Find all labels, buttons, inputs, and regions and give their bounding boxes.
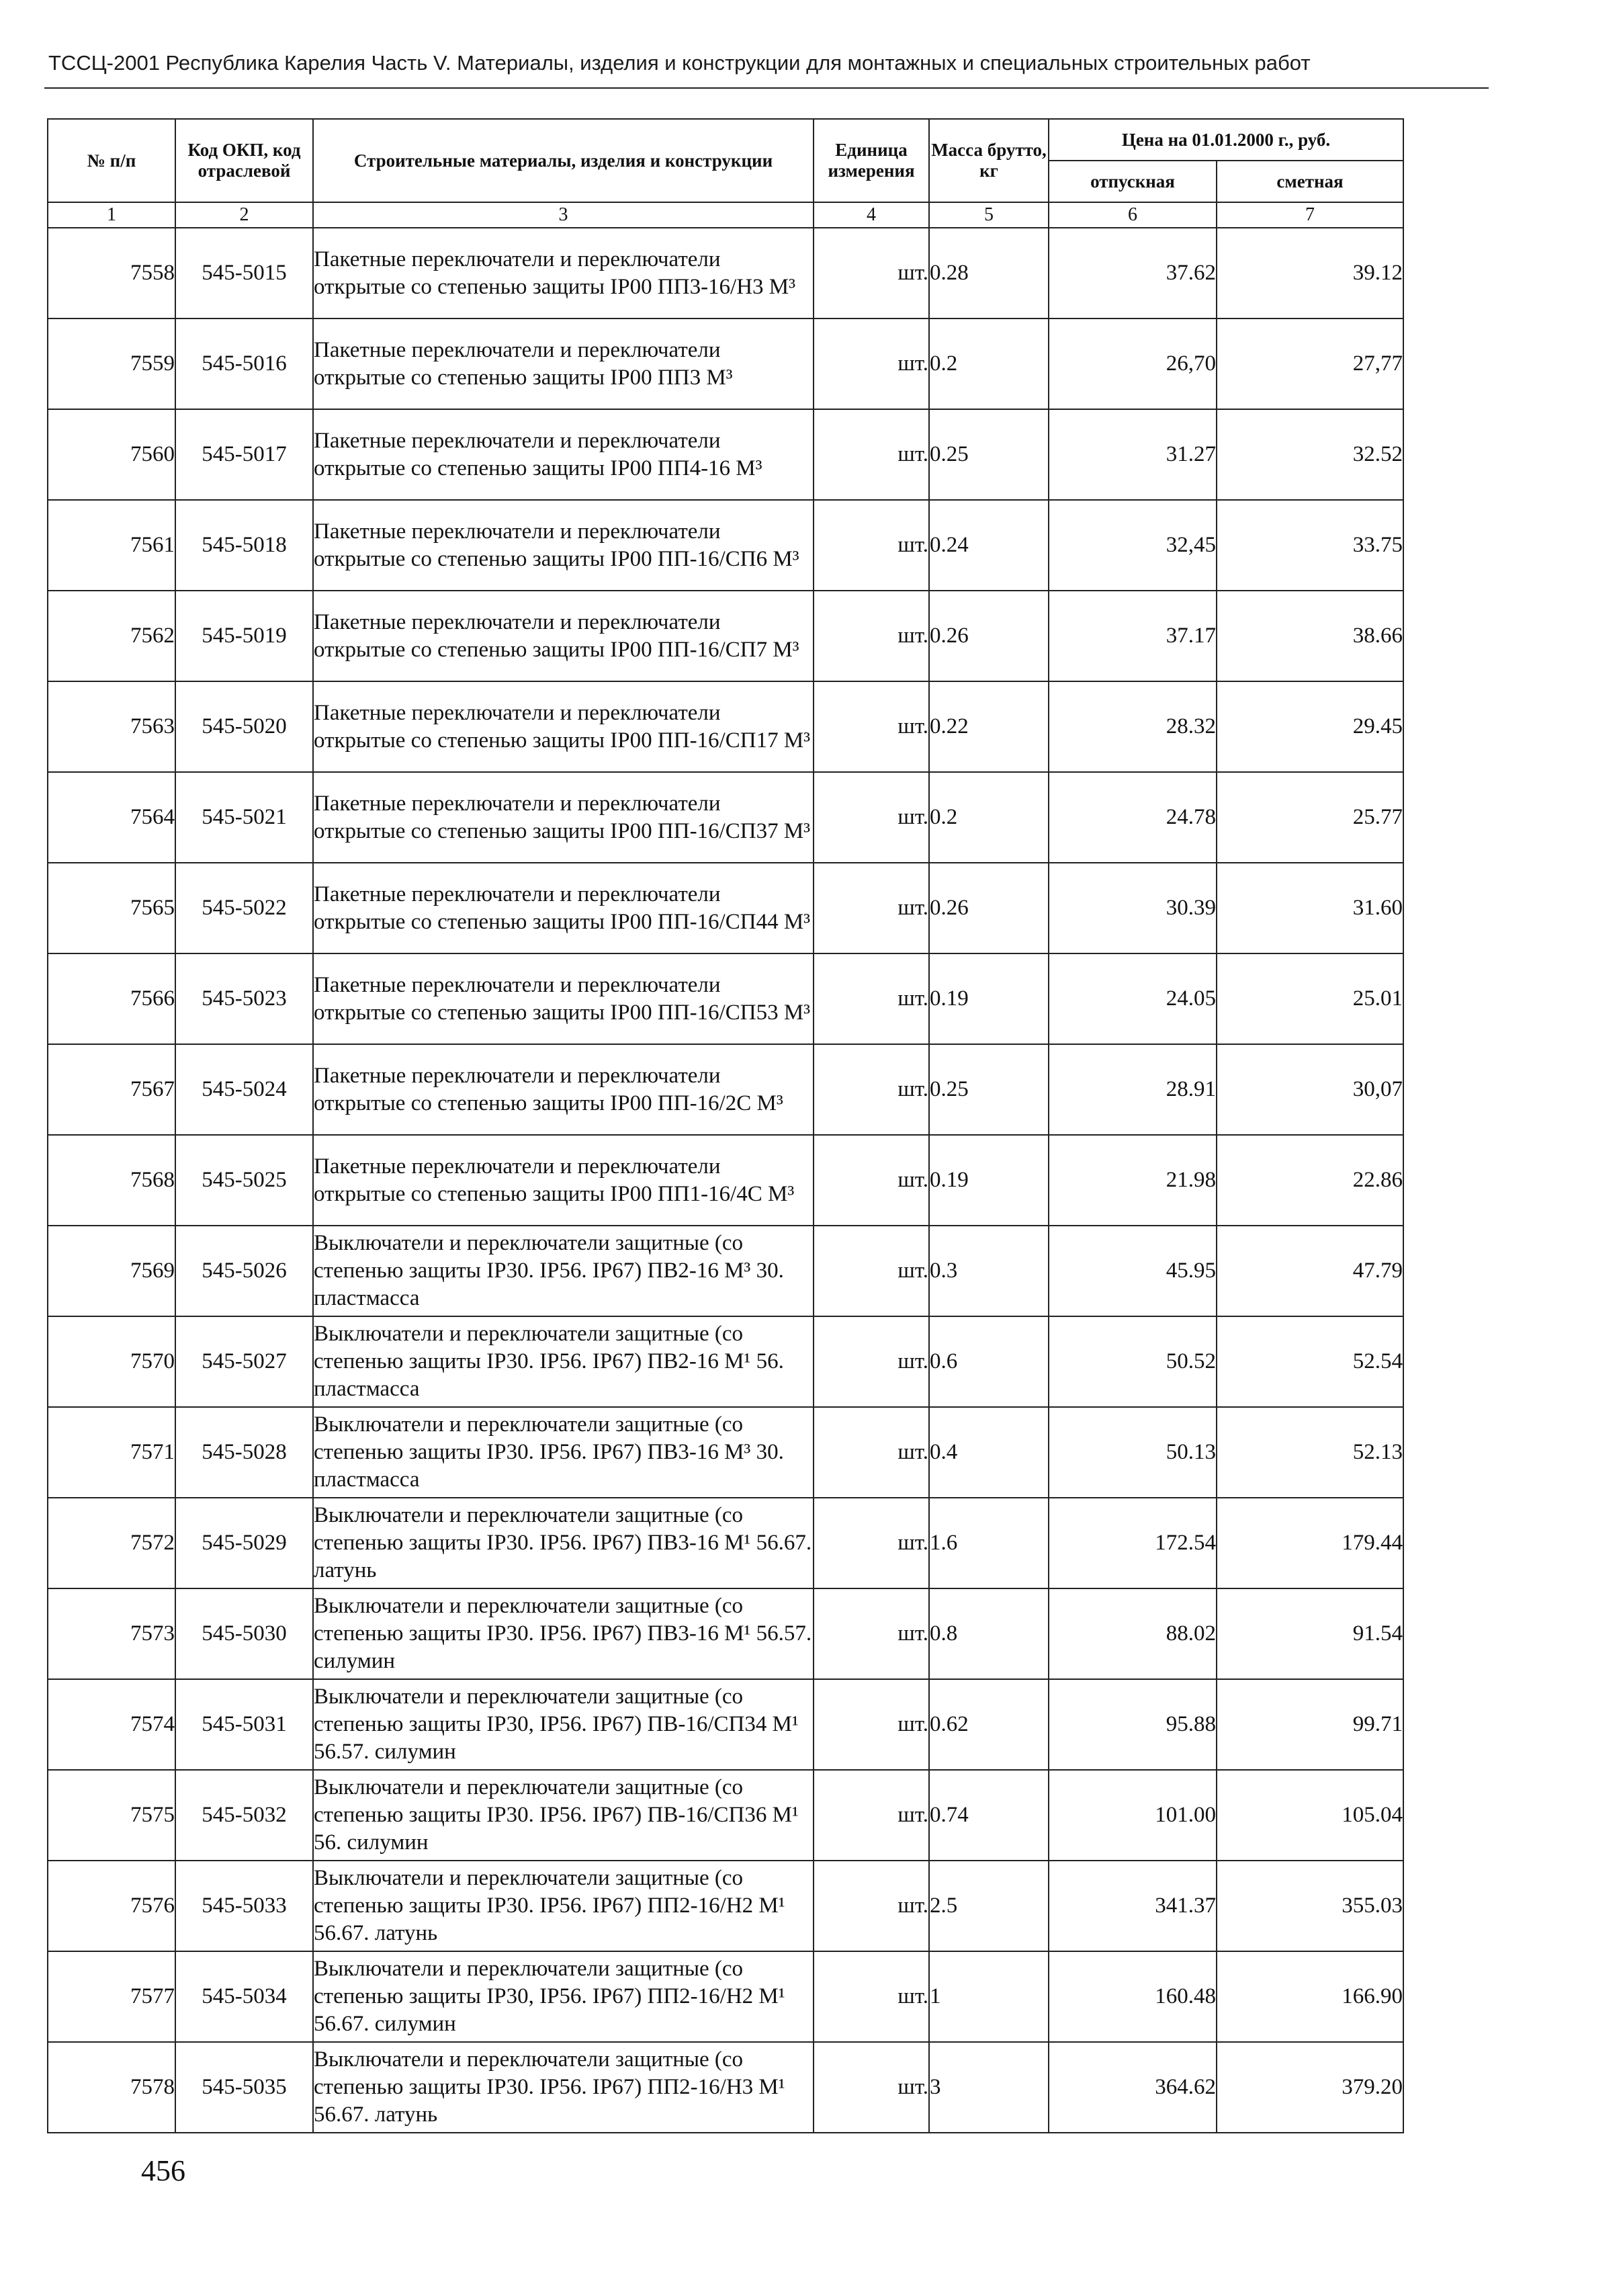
okp-code: 545-5030	[175, 1588, 313, 1679]
unit-of-measure: шт.	[814, 953, 929, 1044]
material-description: Пакетные переключатели и переключатели открытые со степенью защиты IP00 ПП4-16 М³	[313, 409, 814, 500]
column-number: 1	[48, 202, 175, 228]
estimate-price: 22.86	[1217, 1135, 1403, 1226]
column-number: 3	[313, 202, 814, 228]
gross-mass: 0.26	[929, 591, 1049, 681]
gross-mass: 0.4	[929, 1407, 1049, 1498]
gross-mass: 0.2	[929, 772, 1049, 863]
okp-code: 545-5024	[175, 1044, 313, 1135]
gross-mass: 0.8	[929, 1588, 1049, 1679]
table-row	[48, 1226, 1403, 1316]
okp-code: 545-5022	[175, 863, 313, 953]
okp-code: 545-5023	[175, 953, 313, 1044]
estimate-price: 38.66	[1217, 591, 1403, 681]
unit-of-measure: шт.	[814, 1135, 929, 1226]
material-description: Выключатели и переключатели защитные (со степенью защиты IP30. IP56. IP67) ПВ-16/СП36 М¹ 56. силумин	[313, 1770, 814, 1861]
gross-mass: 0.24	[929, 500, 1049, 591]
material-description: Выключатели и переключатели защитные (со степенью защиты IP30. IP56. IP67) ПВ2-16 М¹ 56. пластмасса	[313, 1316, 814, 1407]
estimate-price: 39.12	[1217, 228, 1403, 318]
release-price: 364.62	[1049, 2042, 1217, 2133]
unit-of-measure: шт.	[814, 1588, 929, 1679]
column-number: 4	[814, 202, 929, 228]
release-price: 37.17	[1049, 591, 1217, 681]
table-row	[48, 863, 1403, 953]
row-number: 7567	[48, 1044, 175, 1135]
unit-of-measure: шт.	[814, 1951, 929, 2042]
table-body	[48, 228, 1403, 2133]
table-row	[48, 591, 1403, 681]
row-number: 7562	[48, 591, 175, 681]
header-price-estimate: сметная	[1217, 161, 1403, 202]
row-number: 7560	[48, 409, 175, 500]
table-row	[48, 500, 1403, 591]
gross-mass: 1	[929, 1951, 1049, 2042]
release-price: 101.00	[1049, 1770, 1217, 1861]
estimate-price: 179.44	[1217, 1498, 1403, 1588]
release-price: 28.32	[1049, 681, 1217, 772]
material-description: Пакетные переключатели и переключатели открытые со степенью защиты IP00 ПП3-16/Н3 М³	[313, 228, 814, 318]
material-description: Выключатели и переключатели защитные (со степенью защиты IP30. IP56. IP67) ПВ3-16 М³ 30. пластмасса	[313, 1407, 814, 1498]
unit-of-measure: шт.	[814, 1498, 929, 1588]
material-description: Выключатели и переключатели защитные (со степенью защиты IP30. IP56. IP67) ПВ2-16 М³ 30. пластмасса	[313, 1226, 814, 1316]
okp-code: 545-5025	[175, 1135, 313, 1226]
okp-code: 545-5018	[175, 500, 313, 591]
estimate-price: 166.90	[1217, 1951, 1403, 2042]
gross-mass: 0.19	[929, 953, 1049, 1044]
row-number: 7574	[48, 1679, 175, 1770]
material-description: Выключатели и переключатели защитные (со степенью защиты IP30, IP56. IP67) ПП2-16/Н2 М¹ 56.67. силумин	[313, 1951, 814, 2042]
estimate-price: 379.20	[1217, 2042, 1403, 2133]
gross-mass: 0.6	[929, 1316, 1049, 1407]
unit-of-measure: шт.	[814, 863, 929, 953]
table-row	[48, 228, 1403, 318]
table-row	[48, 1135, 1403, 1226]
estimate-price: 105.04	[1217, 1770, 1403, 1861]
table-row	[48, 953, 1403, 1044]
gross-mass: 0.28	[929, 228, 1049, 318]
header-num: № п/п	[48, 119, 175, 202]
unit-of-measure: шт.	[814, 1679, 929, 1770]
unit-of-measure: шт.	[814, 681, 929, 772]
estimate-price: 47.79	[1217, 1226, 1403, 1316]
table-row	[48, 1679, 1403, 1770]
release-price: 21.98	[1049, 1135, 1217, 1226]
row-number: 7577	[48, 1951, 175, 2042]
release-price: 31.27	[1049, 409, 1217, 500]
table-row	[48, 772, 1403, 863]
estimate-price: 27,77	[1217, 318, 1403, 409]
estimate-price: 52.13	[1217, 1407, 1403, 1498]
okp-code: 545-5032	[175, 1770, 313, 1861]
material-description: Пакетные переключатели и переключатели открытые со степенью защиты IP00 ПП-16/СП6 М³	[313, 500, 814, 591]
header-mass: Масса брутто, кг	[929, 119, 1049, 202]
table-row	[48, 1498, 1403, 1588]
header-description: Строительные материалы, изделия и конструкции	[313, 119, 814, 202]
gross-mass: 2.5	[929, 1861, 1049, 1951]
table-row	[48, 1407, 1403, 1498]
table-row	[48, 1044, 1403, 1135]
release-price: 50.52	[1049, 1316, 1217, 1407]
table-row	[48, 1770, 1403, 1861]
column-number: 7	[1217, 202, 1403, 228]
row-number: 7578	[48, 2042, 175, 2133]
estimate-price: 99.71	[1217, 1679, 1403, 1770]
header-unit: Единица измерения	[814, 119, 929, 202]
okp-code: 545-5026	[175, 1226, 313, 1316]
release-price: 26,70	[1049, 318, 1217, 409]
header-price-group: Цена на 01.01.2000 г., руб.	[1049, 119, 1403, 161]
estimate-price: 25.77	[1217, 772, 1403, 863]
column-number: 6	[1049, 202, 1217, 228]
material-description: Пакетные переключатели и переключатели открытые со степенью защиты IP00 ПП-16/СП7 М³	[313, 591, 814, 681]
okp-code: 545-5015	[175, 228, 313, 318]
release-price: 341.37	[1049, 1861, 1217, 1951]
okp-code: 545-5021	[175, 772, 313, 863]
row-number: 7576	[48, 1861, 175, 1951]
estimate-price: 355.03	[1217, 1861, 1403, 1951]
okp-code: 545-5035	[175, 2042, 313, 2133]
header-divider	[44, 87, 1489, 89]
estimate-price: 33.75	[1217, 500, 1403, 591]
row-number: 7559	[48, 318, 175, 409]
release-price: 88.02	[1049, 1588, 1217, 1679]
table-row	[48, 681, 1403, 772]
okp-code: 545-5031	[175, 1679, 313, 1770]
materials-price-table	[47, 118, 1404, 2133]
row-number: 7558	[48, 228, 175, 318]
unit-of-measure: шт.	[814, 500, 929, 591]
row-number: 7575	[48, 1770, 175, 1861]
estimate-price: 30,07	[1217, 1044, 1403, 1135]
row-number: 7572	[48, 1498, 175, 1588]
estimate-price: 52.54	[1217, 1316, 1403, 1407]
release-price: 45.95	[1049, 1226, 1217, 1316]
release-price: 37.62	[1049, 228, 1217, 318]
table-row	[48, 318, 1403, 409]
material-description: Пакетные переключатели и переключатели открытые со степенью защиты IP00 ПП1-16/4С М³	[313, 1135, 814, 1226]
gross-mass: 0.2	[929, 318, 1049, 409]
okp-code: 545-5016	[175, 318, 313, 409]
release-price: 32,45	[1049, 500, 1217, 591]
column-number: 2	[175, 202, 313, 228]
unit-of-measure: шт.	[814, 2042, 929, 2133]
material-description: Пакетные переключатели и переключатели открытые со степенью защиты IP00 ПП-16/СП17 М³	[313, 681, 814, 772]
unit-of-measure: шт.	[814, 1861, 929, 1951]
row-number: 7571	[48, 1407, 175, 1498]
unit-of-measure: шт.	[814, 1407, 929, 1498]
page-number: 456	[141, 2154, 185, 2187]
okp-code: 545-5033	[175, 1861, 313, 1951]
gross-mass: 0.74	[929, 1770, 1049, 1861]
unit-of-measure: шт.	[814, 318, 929, 409]
header-code: Код ОКП, код отраслевой	[175, 119, 313, 202]
release-price: 95.88	[1049, 1679, 1217, 1770]
unit-of-measure: шт.	[814, 228, 929, 318]
header-price-release: отпускная	[1049, 161, 1217, 202]
okp-code: 545-5027	[175, 1316, 313, 1407]
unit-of-measure: шт.	[814, 409, 929, 500]
gross-mass: 0.3	[929, 1226, 1049, 1316]
unit-of-measure: шт.	[814, 772, 929, 863]
table-row	[48, 1588, 1403, 1679]
material-description: Пакетные переключатели и переключатели открытые со степенью защиты IP00 ПП-16/СП44 М³	[313, 863, 814, 953]
row-number: 7563	[48, 681, 175, 772]
okp-code: 545-5019	[175, 591, 313, 681]
table-row	[48, 1861, 1403, 1951]
row-number: 7564	[48, 772, 175, 863]
running-header: ТССЦ-2001 Республика Карелия Часть V. Материалы, изделия и конструкции для монтажных и специальных строительных работ	[48, 51, 1311, 75]
estimate-price: 29.45	[1217, 681, 1403, 772]
release-price: 30.39	[1049, 863, 1217, 953]
release-price: 160.48	[1049, 1951, 1217, 2042]
row-number: 7565	[48, 863, 175, 953]
row-number: 7570	[48, 1316, 175, 1407]
gross-mass: 0.62	[929, 1679, 1049, 1770]
table-row	[48, 409, 1403, 500]
okp-code: 545-5028	[175, 1407, 313, 1498]
release-price: 24.05	[1049, 953, 1217, 1044]
estimate-price: 31.60	[1217, 863, 1403, 953]
material-description: Пакетные переключатели и переключатели открытые со степенью защиты IP00 ПП-16/2С М³	[313, 1044, 814, 1135]
estimate-price: 32.52	[1217, 409, 1403, 500]
release-price: 50.13	[1049, 1407, 1217, 1498]
gross-mass: 0.19	[929, 1135, 1049, 1226]
estimate-price: 25.01	[1217, 953, 1403, 1044]
release-price: 28.91	[1049, 1044, 1217, 1135]
row-number: 7561	[48, 500, 175, 591]
row-number: 7568	[48, 1135, 175, 1226]
unit-of-measure: шт.	[814, 1770, 929, 1861]
material-description: Выключатели и переключатели защитные (со степенью защиты IP30. IP56. IP67) ПВ3-16 М¹ 56.57. силумин	[313, 1588, 814, 1679]
okp-code: 545-5034	[175, 1951, 313, 2042]
gross-mass: 3	[929, 2042, 1049, 2133]
table-row	[48, 1951, 1403, 2042]
release-price: 24.78	[1049, 772, 1217, 863]
release-price: 172.54	[1049, 1498, 1217, 1588]
column-number: 5	[929, 202, 1049, 228]
estimate-price: 91.54	[1217, 1588, 1403, 1679]
material-description: Пакетные переключатели и переключатели открытые со степенью защиты IP00 ПП-16/СП53 М³	[313, 953, 814, 1044]
gross-mass: 0.25	[929, 1044, 1049, 1135]
row-number: 7573	[48, 1588, 175, 1679]
table-row	[48, 1316, 1403, 1407]
unit-of-measure: шт.	[814, 1044, 929, 1135]
gross-mass: 0.25	[929, 409, 1049, 500]
gross-mass: 1.6	[929, 1498, 1049, 1588]
table-row	[48, 2042, 1403, 2133]
okp-code: 545-5020	[175, 681, 313, 772]
gross-mass: 0.26	[929, 863, 1049, 953]
okp-code: 545-5029	[175, 1498, 313, 1588]
okp-code: 545-5017	[175, 409, 313, 500]
row-number: 7569	[48, 1226, 175, 1316]
gross-mass: 0.22	[929, 681, 1049, 772]
unit-of-measure: шт.	[814, 1226, 929, 1316]
material-description: Пакетные переключатели и переключатели открытые со степенью защиты IP00 ПП3 М³	[313, 318, 814, 409]
unit-of-measure: шт.	[814, 591, 929, 681]
unit-of-measure: шт.	[814, 1316, 929, 1407]
material-description: Выключатели и переключатели защитные (со степенью защиты IP30. IP56. IP67) ПП2-16/Н3 М¹ 56.67. латунь	[313, 2042, 814, 2133]
material-description: Выключатели и переключатели защитные (со степенью защиты IP30. IP56. IP67) ПП2-16/Н2 М¹ 56.67. латунь	[313, 1861, 814, 1951]
material-description: Выключатели и переключатели защитные (со степенью защиты IP30. IP56. IP67) ПВ3-16 М¹ 56.67. латунь	[313, 1498, 814, 1588]
material-description: Пакетные переключатели и переключатели открытые со степенью защиты IP00 ПП-16/СП37 М³	[313, 772, 814, 863]
material-description: Выключатели и переключатели защитные (со степенью защиты IP30, IP56. IP67) ПВ-16/СП34 М¹ 56.57. силумин	[313, 1679, 814, 1770]
row-number: 7566	[48, 953, 175, 1044]
